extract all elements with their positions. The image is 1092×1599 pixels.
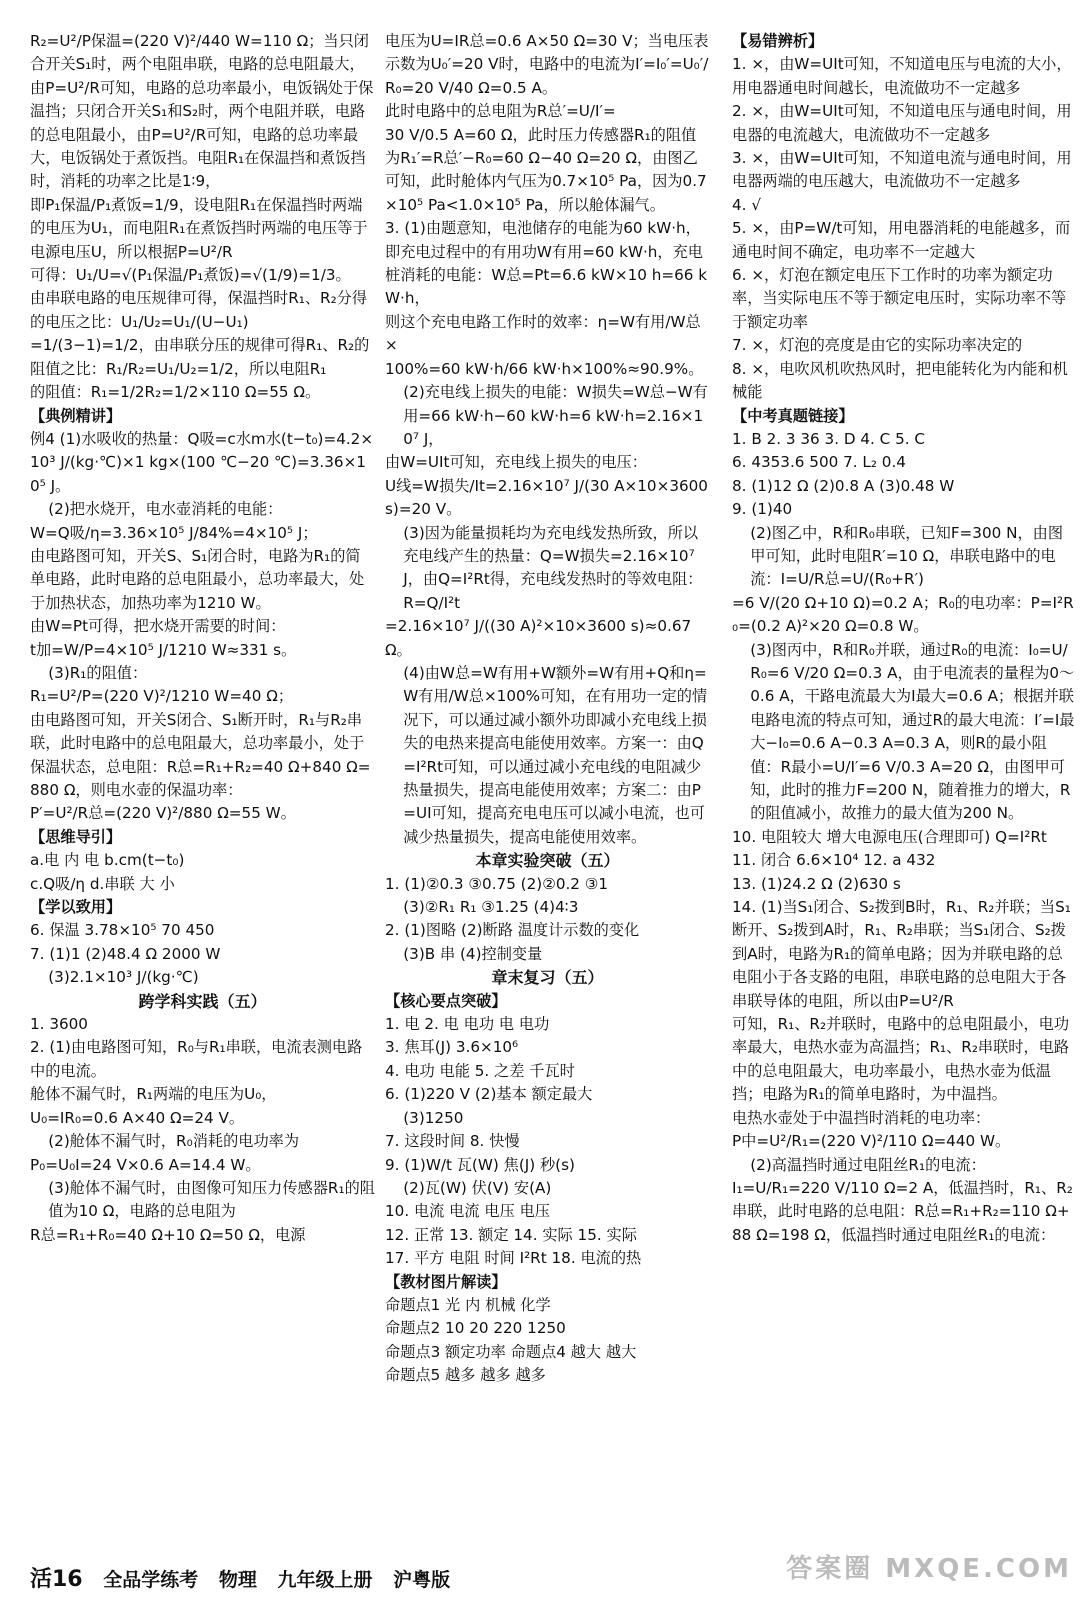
text-line: 由电路图可知，开关S、S₁闭合时，电路为R₁的简单电路，此时电路的总电阻最小，总功率最大，处于加热状态，加热功率为1210 W。 — [30, 546, 365, 612]
text-line: 由W=UIt可知，充电线上损失的电压： — [385, 453, 647, 472]
text-line: 可得：U₁/U=√(P₁保温/P₁煮饭)=√(1/9)=1/3。 — [30, 266, 351, 285]
page-number: 活16 — [30, 1567, 83, 1592]
text-line: 30 V/0.5 A=60 Ω，此时压力传感器R₁的阻值为R₁′=R总′−R₀=60 Ω−40 Ω=20 Ω，由图乙可知，此时舱体内气压为0.7×10⁵ Pa，因为0.7×10⁵ Pa<1.0×10⁵ Pa，所以舱体漏气。 — [385, 125, 707, 214]
brand-name: 全品学练考 — [103, 1569, 199, 1591]
text-line: 3. (1)由题意知，电池储存的电能为60 kW·h，即充电过程中的有用功W有用=60 kW·h，充电桩消耗的电能：W总=Pt=6.6 kW×10 h=66 kW·h， — [385, 219, 708, 308]
text-line: R₂=U²/P保温=(220 V)²/440 W=110 Ω；当只闭合开关S₁时，两个电阻串联，电路的总电阻最大，由P=U²/R可知，电路的总功率最小，电饭锅处于保温挡；只闭合开关S₁和S₂时，两个电阻并联，电路的总电阻最小，由P=U²/R可知，电路的总功率最大，电饭锅处于煮饭挡。电阻R₁在保温挡和煮饭挡时，消耗的功率之比是1∶9， — [30, 32, 374, 191]
text-line: 7. 这段时间 8. 快慢 — [385, 1132, 520, 1151]
text-line: (3)图丙中，R和R₀并联，通过R₀的电流：I₀=U/R₀=6 V/20 Ω=0.3 A，由于电流表的量程为0～0.6 A，干路电流最大为I最大=0.6 A；根据并联电路电流的特点可知，通过R的最大电流：I′=I最大−I₀=0.6 A−0.3 A=0.3 A，则R的最小阻值：R最小=U/I′=6 V/0.3 A=20 Ω，由图甲可知，此时的推力F=200 N，随着推力的增大，R的阻值减小，故推力的最大值为200 N。 — [750, 640, 1075, 823]
column-right — [732, 30, 1077, 1247]
text-line: 10. 电流 电流 电压 电压 — [385, 1202, 550, 1221]
text-line: 跨学科实践（五） — [138, 991, 267, 1011]
text-line: 9. (1)W/t 瓦(W) 焦(J) 秒(s) — [385, 1155, 575, 1174]
grade: 九年级上册 — [277, 1569, 373, 1591]
column-left — [30, 30, 375, 1247]
text-line: 的阻值：R₁=1/2R₂=1/2×110 Ω=55 Ω。 — [30, 383, 321, 402]
text-line: I₁=U/R₁=220 V/110 Ω=2 A，低温挡时，R₁、R₂串联，此时电路的总电阻：R总=R₁+R₂=110 Ω+88 Ω=198 Ω，低温挡时通过电阻丝R₁的电流： — [732, 1178, 1073, 1244]
text-line: (3)②R₁ R₁ ③1.25 (4)4∶3 — [403, 898, 579, 917]
text-line: 【学以致用】 — [30, 898, 122, 917]
text-line: 【思维导引】 — [30, 827, 122, 846]
text-line: a.电 内 电 b.cm(t−t₀) — [30, 851, 185, 870]
text-line: 7. ×，灯泡的亮度是由它的实际功率决定的 — [732, 336, 1023, 355]
text-line: =2.16×10⁷ J/((30 A)²×10×3600 s)≈0.67 Ω。 — [385, 617, 692, 659]
text-line: (3)舱体不漏气时，由图像可知压力传感器R₁的阻值为10 Ω，电路的总电阻为 — [48, 1178, 375, 1221]
text-line: 【中考真题链接】 — [732, 406, 854, 425]
text-line: 3. ×，由W=UIt可知，不知道电流与通电时间，用电器两端的电压越大，电流做功不一定越多 — [732, 149, 1072, 191]
text-line: R₁=U²/P=(220 V)²/1210 W=40 Ω； — [30, 687, 294, 706]
text-line: 6. ×，灯泡在额定电压下工作时的功率为额定功率，当实际电压不等于额定电压时，实际功率不等于额定功率 — [732, 266, 1067, 331]
text-line: 电压为U=IR总=0.6 A×50 Ω=30 V；当电压表示数为U₀′=20 V时，电路中的电流为I′=I₀′=U₀′/R₀=20 V/40 Ω=0.5 A。 — [385, 32, 709, 97]
text-line: 【典例精讲】 — [30, 406, 122, 425]
text-line: t加=W/P=4×10⁵ J/1210 W≈331 s。 — [30, 640, 297, 659]
text-line: 即P₁保温/P₁煮饭=1/9，设电阻R₁在保温挡时两端的电压为U₁，而电阻R₁在煮饭挡时两端的电压等于电源电压U，所以根据P=U²/R — [30, 195, 368, 261]
text-line: 1. B 2. 3 36 3. D 4. C 5. C — [732, 429, 926, 448]
text-line: 此时电路中的总电阻为R总′=U/I′= — [385, 102, 616, 121]
text-line: (2)图乙中，R和R₀串联，已知F=300 N，由图甲可知，此时电阻R′=10 Ω，串联电路中的电流：I=U/R总=U/(R₀+R′) — [750, 523, 1064, 589]
text-line: 10. 电阻较大 增大电源电压(合理即可) Q=I²Rt — [732, 827, 1047, 846]
text-line: 9. (1)40 — [732, 500, 793, 519]
text-line: 本章实验突破（五） — [475, 851, 620, 871]
text-line: 12. 正常 13. 额定 14. 实际 15. 实际 — [385, 1225, 637, 1244]
text-line: 17. 平方 电阻 时间 I²Rt 18. 电流的热 — [385, 1249, 642, 1268]
page-footer — [30, 1562, 464, 1593]
text-line: (3)2.1×10³ J/(kg·℃) — [48, 968, 199, 987]
text-line: P′=U²/R总=(220 V)²/880 Ω=55 W。 — [30, 804, 296, 823]
text-line: (2)瓦(W) 伏(V) 安(A) — [403, 1178, 552, 1197]
text-line: 可知，R₁、R₂并联时，电路中的总电阻最小，电功率最大，电热水壶为高温挡；R₁、R₂串联时，电路中的总电阻最大，电功率最小，电热水壶为低温挡；电路为R₁的简单电路时，为中温挡。 — [732, 1015, 1070, 1104]
watermark-logo: 答案圈 MXQE.COM — [786, 1554, 1072, 1584]
text-line: =1/(3−1)=1/2，由串联分压的规律可得R₁、R₂的阻值之比：R₁/R₂=U₁/U₂=1/2，所以电阻R₁ — [30, 336, 370, 378]
text-line: (3)因为能量损耗均为充电线发热所致，所以充电线产生的热量：Q=W损失=2.16×10⁷ J，由Q=I²Rt得，充电线发热时的等效电阻：R=Q/I²t — [403, 523, 703, 612]
text-line: c.Q吸/η d.串联 大 小 — [30, 874, 175, 893]
text-line: 8. ×，电吹风机吹热风时，把电能转化为内能和机械能 — [732, 359, 1068, 402]
text-line: 舱体不漏气时，R₁两端的电压为U₀， — [30, 1085, 277, 1104]
edition: 沪粤版 — [393, 1569, 451, 1591]
text-line: 则这个充电电路工作时的效率：η=W有用/W总× — [385, 312, 701, 355]
text-line: 2. ×，由W=UIt可知，不知道电压与通电时间，用电器的电流越大，电流做功不一定越多 — [732, 102, 1072, 144]
text-line: W=Q吸/η=3.36×10⁵ J/84%=4×10⁵ J； — [30, 523, 318, 542]
text-line: 【易错辨析】 — [732, 32, 824, 50]
text-line: 例4 (1)水吸收的热量：Q吸=c水m水(t−t₀)=4.2×10³ J/(kg·℃)×1 kg×(100 ℃−20 ℃)=3.36×10⁵ J。 — [30, 429, 374, 495]
text-line: 6. 保温 3.78×10⁵ 70 450 — [30, 921, 215, 940]
text-line: (2)把水烧开，电水壶消耗的电能： — [48, 500, 283, 519]
text-line: 6. 4353.6 500 7. L₂ 0.4 — [732, 453, 906, 472]
text-line: 1. ×，由W=UIt可知，不知道电压与电流的大小，用电器通电时间越长，电流做功不一定越多 — [732, 55, 1072, 97]
text-line: 11. 闭合 6.6×10⁴ 12. a 432 — [732, 851, 936, 870]
text-line: 电热水壶处于中温挡时消耗的电功率： — [732, 1108, 991, 1127]
text-line: 13. (1)24.2 Ω (2)630 s — [732, 874, 901, 893]
text-line: 2. (1)由电路图可知，R₀与R₁串联，电流表测电路中的电流。 — [30, 1038, 363, 1080]
text-line: 命题点1 光 内 机械 化学 — [385, 1295, 551, 1314]
text-line: P₀=U₀I=24 V×0.6 A=14.4 W。 — [30, 1155, 261, 1174]
text-line: 【核心要点突破】 — [385, 991, 507, 1010]
text-line: 6. (1)220 V (2)基本 额定最大 — [385, 1085, 593, 1104]
text-line: (3)1250 — [403, 1108, 464, 1127]
text-line: 2. (1)图略 (2)断路 温度计示数的变化 — [385, 921, 640, 940]
text-line: 4. √ — [732, 195, 761, 214]
text-line: =6 V/(20 Ω+10 Ω)=0.2 A；R₀的电功率：P=I²R₀=(0.2 A)²×20 Ω=0.8 W。 — [732, 593, 1074, 636]
text-line: 由电路图可知，开关S闭合、S₁断开时，R₁与R₂串联，此时电路中的总电阻最大，总功率最小，处于保温状态，总电阻：R总=R₁+R₂=40 Ω+840 Ω=880 Ω，则电水壶的保温功率： — [30, 710, 371, 799]
text-line: P中=U²/R₁=(220 V)²/110 Ω=440 W。 — [732, 1132, 1011, 1151]
text-line: (2)舱体不漏气时，R₀消耗的电功率为 — [48, 1132, 300, 1151]
text-line: 4. 电功 电能 5. 之差 千瓦时 — [385, 1061, 575, 1080]
text-line: 3. 焦耳(J) 3.6×10⁶ — [385, 1038, 519, 1057]
text-line: 8. (1)12 Ω (2)0.8 A (3)0.48 W — [732, 476, 955, 495]
text-line: 1. 电 2. 电 电功 电 电功 — [385, 1015, 550, 1034]
text-line: 命题点3 额定功率 命题点4 越大 越大 — [385, 1342, 637, 1361]
text-line: 1. 3600 — [30, 1015, 88, 1034]
text-line: 由串联电路的电压规律可得，保温挡时R₁、R₂分得的电压之比：U₁/U₂=U₁/(U−U₁) — [30, 289, 368, 331]
text-line: 章末复习（五） — [491, 968, 604, 988]
column-middle — [385, 30, 710, 1388]
text-line: 由W=Pt可得，把水烧开需要的时间： — [30, 617, 286, 636]
text-line: (2)高温挡时通过电阻丝R₁的电流： — [750, 1155, 986, 1174]
text-line: (3)R₁的阻值： — [48, 663, 148, 682]
text-line: (4)由W总=W有用+W额外=W有用+Q和η=W有用/W总×100%可知，在有用功一定的情况下，可以通过减小额外功即减小充电线上损失的电热来提高电能使用效率。方案一：由Q=I²Rt可知，可以通过减小充电线的电阻减少热量损失，提高电能使用效率；方案二：由P=UI可知，提高充电电压可以减小电流，也可减少热量损失，提高电能使用效率。 — [403, 663, 708, 846]
text-line: U线=W损失/It=2.16×10⁷ J/(30 A×10×3600 s)=20 V。 — [385, 476, 708, 519]
subject: 物理 — [218, 1569, 257, 1591]
text-line: R总=R₁+R₀=40 Ω+10 Ω=50 Ω，电源 — [30, 1225, 306, 1244]
text-line: 【教材图片解读】 — [385, 1272, 507, 1291]
text-line: (3)B 串 (4)控制变量 — [403, 944, 543, 963]
text-line: 命题点2 10 20 220 1250 — [385, 1319, 566, 1338]
text-line: 1. (1)②0.3 ③0.75 (2)②0.2 ③1 — [385, 874, 609, 893]
text-line: U₀=IR₀=0.6 A×40 Ω=24 V。 — [30, 1108, 245, 1127]
text-line: (2)充电线上损失的电能：W损失=W总−W有用=66 kW·h−60 kW·h=6 kW·h=2.16×10⁷ J， — [403, 383, 708, 448]
text-line: 7. (1)1 (2)48.4 Ω 2000 W — [30, 944, 221, 963]
text-line: 命题点5 越多 越多 越多 — [385, 1366, 546, 1385]
text-line: 100%=60 kW·h/66 kW·h×100%≈90.9%。 — [385, 359, 704, 378]
text-line: 14. (1)当S₁闭合、S₂拨到B时，R₁、R₂并联；当S₁断开、S₂拨到A时，R₁、R₂串联；当S₁闭合、S₂拨到A时，电路为R₁的简单电路；因为并联电路的总电阻小于各支路的电阻，串联电路的总电阻大于各串联导体的电阻，所以由P=U²/R — [732, 898, 1071, 1010]
text-line: 5. ×，由P=W/t可知，用电器消耗的电能越多，而通电时间不确定，电功率不一定越大 — [732, 219, 1071, 261]
